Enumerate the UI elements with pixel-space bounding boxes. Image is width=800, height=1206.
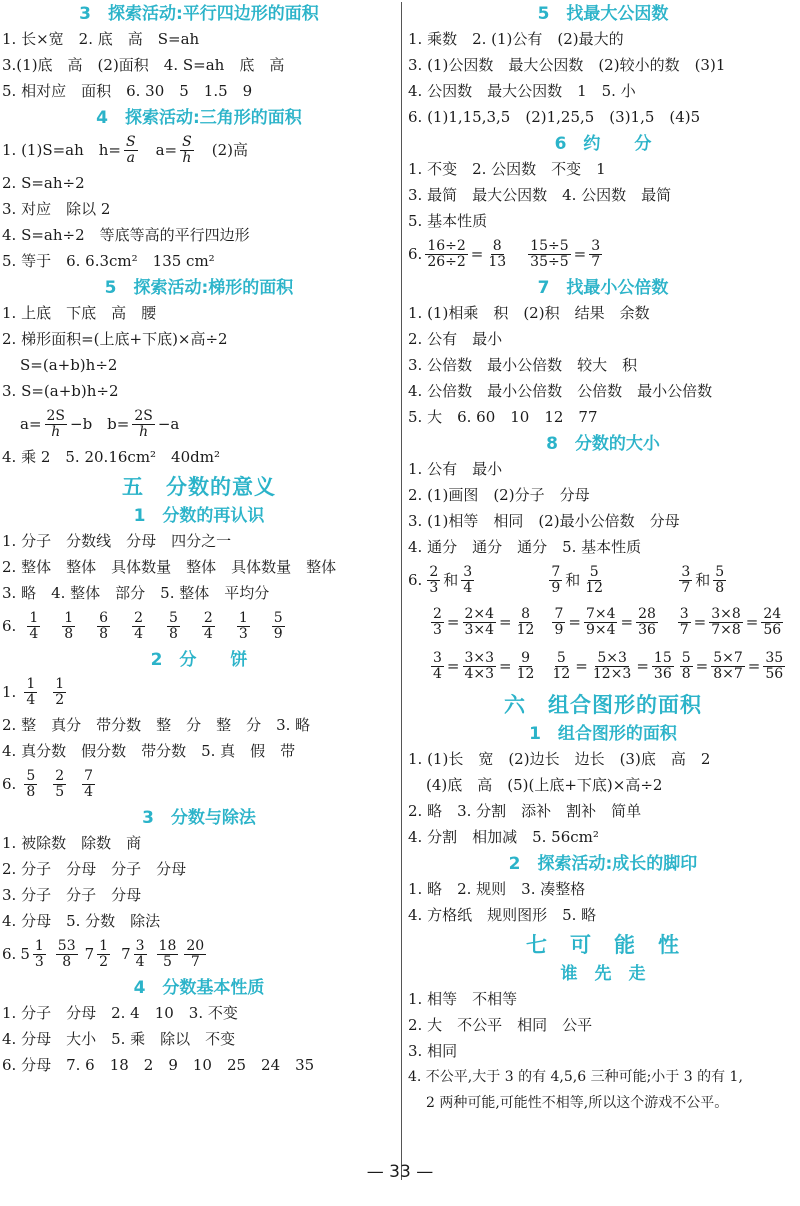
fraction — [761, 607, 783, 638]
numerator: 2 — [433, 605, 442, 622]
denominator: 8 — [26, 783, 36, 800]
numerator: 5 — [26, 767, 36, 784]
answer-line: 4. 通分 通分 通分 5. 基本性质 — [408, 538, 642, 556]
answer-line: 1. 分子 分母 2. 4 10 3. 不变 — [2, 1004, 238, 1022]
answer-line: 1. (1)相乘 积 (2)积 结果 余数 — [408, 304, 650, 322]
equals-sign: = — [573, 245, 587, 263]
fraction-equation — [547, 651, 676, 682]
section-title: 4 分数基本性质 — [133, 978, 265, 998]
fraction — [97, 939, 110, 970]
section-title: 5 探索活动:梯形的面积 — [104, 278, 294, 298]
numerator: 2 — [429, 563, 439, 580]
section-title: 3 分数与除法 — [142, 808, 256, 828]
answer-line: (4)底 高 (5)(上底+下底)×高÷2 — [426, 776, 663, 794]
fraction — [552, 607, 565, 638]
section-title: 2 分 饼 — [150, 650, 248, 670]
denominator: 4 — [433, 665, 442, 682]
numerator: 5 — [715, 563, 725, 580]
fraction — [713, 565, 726, 596]
numerator: 7 — [554, 605, 564, 622]
denominator: 12 — [585, 579, 604, 596]
numerator: 2×4 — [464, 605, 495, 622]
fraction-equation — [428, 651, 547, 682]
section-title: 7 找最小公倍数 — [537, 278, 669, 298]
text: −a — [157, 415, 180, 433]
numerator: 5 — [589, 563, 599, 580]
fraction — [711, 651, 745, 682]
numerator: 15÷5 — [530, 237, 569, 254]
answer-line: 4. 公倍数 最小公倍数 公倍数 最小公倍数 — [408, 382, 713, 400]
denominator: 8 — [62, 953, 72, 970]
section-title: 4 探索活动:三角形的面积 — [96, 108, 302, 128]
answer-line: 1. 长×宽 2. 底 高 S=ah — [2, 30, 200, 48]
left-column — [0, 0, 398, 1078]
answer-line: 3. 相同 — [408, 1042, 458, 1060]
mixed-number — [121, 939, 149, 970]
fraction — [132, 409, 155, 440]
fraction — [431, 607, 444, 638]
answer-line: 2. 公有 最小 — [408, 330, 503, 348]
answer-line: 2 两种可能,可能性不相等,所以这个游戏不公平。 — [426, 1095, 729, 1111]
answer-line: 4. 乘 2 5. 20.16cm² 40dm² — [2, 448, 220, 466]
fraction-pair — [424, 565, 546, 596]
text: 1. (1)S=ah h= — [2, 141, 122, 159]
numerator: 2 — [134, 609, 143, 626]
numerator: 7 — [551, 563, 561, 580]
numerator: 8 — [521, 605, 530, 622]
section-title: 2 探索活动:成长的脚印 — [508, 854, 698, 874]
denominator: 4 — [84, 783, 94, 800]
denominator: 26÷2 — [427, 253, 466, 270]
denominator: 12 — [516, 665, 535, 682]
section-title: 8 分数的大小 — [546, 434, 660, 454]
fraction-pair — [546, 565, 676, 596]
denominator: 9 — [551, 579, 561, 596]
page-number: — 33 — — [366, 1162, 434, 1182]
denominator: 8 — [715, 579, 725, 596]
answer-line: 4. S=ah÷2 等底等高的平行四边形 — [2, 226, 250, 244]
denominator: 7 — [679, 621, 689, 638]
text: a= — [20, 415, 42, 433]
numerator: 5 — [273, 609, 283, 626]
denominator: 12×3 — [592, 665, 632, 682]
fraction — [515, 651, 537, 682]
fraction — [53, 677, 66, 708]
fraction-list — [16, 769, 103, 800]
section-title: 谁 先 走 — [560, 964, 646, 984]
answer-line — [0, 934, 398, 974]
answer-line: 3. (1)相等 相同 (2)最小公倍数 分母 — [408, 512, 680, 530]
mixed-number — [85, 939, 113, 970]
answer-line: 4. 公因数 最大公因数 1 5. 小 — [408, 82, 636, 100]
fraction — [167, 611, 180, 642]
numerator: 2S — [46, 407, 66, 424]
numerator: 6 — [99, 609, 109, 626]
numerator: 2S — [134, 407, 153, 424]
section-title: 5 找最大公因数 — [537, 4, 669, 24]
answer-line: 1. 公有 最小 — [408, 460, 503, 478]
denominator: 35÷5 — [530, 253, 569, 270]
numerator: 5 — [169, 609, 178, 626]
numerator: 16÷2 — [427, 237, 466, 254]
fraction — [237, 611, 250, 642]
fraction-equation — [549, 607, 674, 638]
numerator: 3 — [135, 937, 145, 954]
denominator: 5 — [55, 783, 65, 800]
answer-line: 4. 方格纸 规则图形 5. 略 — [408, 906, 597, 924]
fraction — [549, 565, 562, 596]
equals-sign: = — [499, 613, 512, 631]
equals-sign: = — [695, 657, 709, 675]
right-column — [406, 0, 800, 1116]
numerator: 1 — [29, 609, 39, 626]
numerator: 7 — [84, 767, 94, 784]
answer-line — [406, 234, 800, 274]
denominator: 9 — [554, 621, 564, 638]
fraction — [636, 607, 658, 638]
whole: 7 — [121, 945, 131, 963]
denominator: h — [51, 423, 61, 440]
denominator: 4×3 — [464, 665, 495, 682]
answer-line: 2. 略 3. 分割 添补 割补 简单 — [408, 802, 642, 820]
answer-line: 2. S=ah÷2 — [2, 174, 85, 192]
denominator: 12 — [552, 665, 571, 682]
fraction — [134, 939, 147, 970]
whole: 5 — [20, 945, 30, 963]
fraction — [550, 651, 572, 682]
fraction — [583, 565, 605, 596]
answer-line: 1. 相等 不相等 — [408, 990, 518, 1008]
answer-line: 4. 分母 5. 分数 除法 — [2, 912, 161, 930]
numerator: 2 — [55, 767, 65, 784]
answer-line — [0, 606, 398, 646]
answer-line: 1. (1)长 宽 (2)边长 边长 (3)底 高 2 — [408, 750, 711, 768]
numerator: 1 — [238, 609, 248, 626]
text: 6. — [2, 775, 17, 793]
equals-sign: = — [693, 613, 707, 631]
fraction — [463, 607, 497, 638]
fraction — [56, 939, 78, 970]
unit-title: 七 可 能 性 — [526, 933, 680, 957]
and-label: 和 — [695, 571, 711, 589]
fraction — [584, 607, 618, 638]
denominator: 3 — [34, 953, 44, 970]
numerator: 35 — [765, 649, 784, 666]
text: −b b= — [70, 415, 130, 433]
answer-line: 3. 分子 分子 分母 — [2, 886, 142, 904]
denominator: 12 — [516, 621, 535, 638]
fraction-pair — [676, 565, 800, 596]
fraction — [425, 239, 467, 270]
denominator: 56 — [763, 621, 782, 638]
answer-line: 4. 真分数 假分数 带分数 5. 真 假 带 — [2, 742, 296, 760]
text: (2)高 — [196, 141, 248, 159]
equals-sign: = — [446, 613, 460, 631]
numerator: 1 — [34, 937, 44, 954]
section-title: 1 组合图形的面积 — [529, 724, 677, 744]
numerator: 1 — [99, 937, 109, 954]
numerator: 5 — [556, 649, 566, 666]
numerator: 20 — [186, 937, 205, 954]
answer-line — [0, 764, 398, 804]
section-title: 3 探索活动:平行四边形的面积 — [79, 4, 319, 24]
numerator: 24 — [763, 605, 782, 622]
fraction — [184, 939, 206, 970]
fraction — [24, 677, 37, 708]
text: a= — [140, 141, 178, 159]
fraction — [202, 611, 215, 642]
denominator: 8 — [169, 625, 178, 642]
numerator: 5×7 — [713, 649, 743, 666]
text: 6. — [408, 571, 423, 589]
fraction — [272, 611, 285, 642]
answer-line — [0, 672, 398, 712]
fraction — [27, 611, 40, 642]
numerator: S — [182, 133, 192, 150]
denominator: 36 — [653, 665, 672, 682]
answer-line: 1. 分子 分数线 分母 四分之一 — [2, 532, 232, 550]
denominator: 4 — [135, 953, 145, 970]
numerator: 18 — [158, 937, 177, 954]
answer-line: 2. 梯形面积=(上底+下底)×高÷2 — [2, 330, 228, 348]
denominator: 9×4 — [585, 621, 616, 638]
fraction — [180, 135, 194, 166]
denominator: 4 — [203, 625, 213, 642]
answer-line: 3. 对应 除以 2 — [2, 200, 111, 218]
fraction — [24, 769, 37, 800]
numerator: 5 — [681, 649, 691, 666]
denominator: 2 — [99, 953, 109, 970]
answer-line: 5. 等于 6. 6.3cm² 135 cm² — [2, 252, 215, 270]
comparison-rows — [406, 600, 800, 688]
text: 6. — [2, 945, 17, 963]
fraction — [679, 565, 692, 596]
denominator: 3 — [433, 621, 442, 638]
fraction — [528, 239, 570, 270]
answer-line: 6. 分母 7. 6 18 2 9 10 25 24 35 — [2, 1056, 315, 1074]
answer-line — [406, 644, 800, 688]
fraction — [53, 769, 66, 800]
denominator: a — [126, 149, 135, 166]
numerator: 53 — [57, 937, 76, 954]
answer-line: 1. 略 2. 规则 3. 凑整格 — [408, 880, 586, 898]
fraction-list — [16, 677, 74, 708]
answer-line: 3. (1)公因数 最大公因数 (2)较小的数 (3)1 — [408, 56, 726, 74]
numerator: 1 — [64, 609, 74, 626]
denominator: 5 — [163, 953, 172, 970]
answer-line: 2. 整 真分 带分数 整 分 整 分 3. 略 — [2, 716, 311, 734]
fraction — [678, 607, 691, 638]
answer-line: 1. 乘数 2. (1)公有 (2)最大的 — [408, 30, 624, 48]
fraction — [486, 239, 508, 270]
denominator: 8×7 — [713, 665, 743, 682]
fraction — [709, 607, 743, 638]
answer-line — [406, 600, 800, 644]
denominator: 7 — [190, 953, 200, 970]
fraction — [461, 565, 474, 596]
denominator: 7 — [681, 579, 691, 596]
column-divider — [401, 2, 402, 1180]
fraction — [33, 939, 46, 970]
numerator: 3 — [433, 649, 442, 666]
answer-line: 4. 不公平,大于 3 的有 4,5,6 三种可能;小于 3 的有 1, — [408, 1069, 743, 1085]
numerator: 15 — [653, 649, 672, 666]
numerator: 3 — [679, 605, 689, 622]
denominator: 8 — [681, 665, 691, 682]
numerator: S — [126, 133, 136, 150]
answer-line: 5. 大 6. 60 10 12 77 — [408, 408, 598, 426]
numerator: 1 — [55, 675, 65, 692]
answer-line: 6. (1)1,15,3,5 (2)1,25,5 (3)1,5 (4)5 — [408, 108, 701, 126]
fraction-equation — [675, 607, 800, 638]
equals-sign: = — [575, 657, 588, 675]
text: 6. — [408, 245, 423, 263]
denominator: 36 — [638, 621, 656, 638]
denominator: 4 — [26, 691, 36, 708]
fraction-equation — [677, 651, 800, 682]
equals-sign: = — [745, 613, 759, 631]
numerator: 28 — [638, 605, 656, 622]
numerator: 3×3 — [464, 649, 495, 666]
mixed-number — [20, 939, 48, 970]
unit-title: 五 分数的意义 — [122, 475, 276, 499]
fraction — [97, 611, 110, 642]
denominator: h — [139, 423, 149, 440]
answer-line: 2. 分子 分母 分子 分母 — [2, 860, 187, 878]
fraction — [82, 769, 95, 800]
answer-line — [0, 404, 398, 444]
fraction — [589, 239, 602, 270]
answer-line — [0, 130, 398, 170]
numerator: 7×4 — [585, 605, 616, 622]
denominator: 9 — [273, 625, 283, 642]
fraction — [157, 939, 179, 970]
numerator: 9 — [521, 649, 530, 666]
denominator: 13 — [488, 253, 507, 270]
numerator: 3 — [591, 237, 601, 254]
answer-line: 2. 整体 整体 具体数量 整体 具体数量 整体 — [2, 558, 337, 576]
numerator: 1 — [26, 675, 36, 692]
denominator: 3 — [238, 625, 248, 642]
fraction — [132, 611, 145, 642]
numerator: 3 — [681, 563, 691, 580]
denominator: 4 — [134, 625, 143, 642]
denominator: h — [182, 149, 192, 166]
denominator: 4 — [29, 625, 39, 642]
answer-line: S=(a+b)h÷2 — [20, 356, 118, 374]
fraction — [463, 651, 497, 682]
equals-sign: = — [620, 613, 634, 631]
fraction — [763, 651, 785, 682]
answer-line: 4. 分母 大小 5. 乘 除以 不变 — [2, 1030, 236, 1048]
denominator: 7 — [591, 253, 601, 270]
answer-line: 3. 公倍数 最小公倍数 较大 积 — [408, 356, 638, 374]
fraction — [45, 409, 68, 440]
equals-sign: = — [499, 657, 512, 675]
section-title: 6 约 分 — [554, 134, 652, 154]
equals-sign: = — [446, 657, 460, 675]
answer-line: 1. 不变 2. 公因数 不变 1 — [408, 160, 606, 178]
answer-line: 2. (1)画图 (2)分子 分母 — [408, 486, 590, 504]
numerator: 3 — [463, 563, 473, 580]
answer-line: 2. 大 不公平 相同 公平 — [408, 1016, 593, 1034]
text: 1. — [2, 683, 17, 701]
fraction — [680, 651, 693, 682]
answer-line: 1. 上底 下底 高 腰 — [2, 304, 157, 322]
answer-line: 5. 基本性质 — [408, 212, 488, 230]
answer-line: 3.(1)底 高 (2)面积 4. S=ah 底 高 — [2, 56, 285, 74]
and-label: 和 — [443, 571, 459, 589]
numerator: 3×8 — [711, 605, 741, 622]
numerator: 8 — [492, 237, 502, 254]
numerator: 2 — [203, 609, 213, 626]
denominator: 8 — [64, 625, 74, 642]
answer-line: 4. 分割 相加减 5. 56cm² — [408, 828, 599, 846]
denominator: 3×4 — [464, 621, 495, 638]
answer-line: 3. 略 4. 整体 部分 5. 整体 平均分 — [2, 584, 270, 602]
answer-line: 1. 被除数 除数 商 — [2, 834, 142, 852]
fraction — [591, 651, 633, 682]
unit-title: 六 组合图形的面积 — [504, 693, 702, 717]
answer-line: 5. 相对应 面积 6. 30 5 1.5 9 — [2, 82, 253, 100]
section-title: 1 分数的再认识 — [133, 506, 265, 526]
answer-line: 3. S=(a+b)h÷2 — [2, 382, 119, 400]
equals-sign: = — [747, 657, 761, 675]
equals-sign: = — [470, 245, 484, 263]
denominator: 8 — [99, 625, 109, 642]
numerator: 5×3 — [597, 649, 627, 666]
answer-line — [406, 560, 800, 600]
and-label: 和 — [565, 571, 581, 589]
equals-sign: = — [568, 613, 581, 631]
equals-sign: = — [636, 657, 649, 675]
fraction — [652, 651, 674, 682]
denominator: 56 — [765, 665, 784, 682]
answer-line: 3. 最简 最大公因数 4. 公因数 最简 — [408, 186, 672, 204]
fraction-pair-list — [424, 565, 800, 596]
fraction — [515, 607, 537, 638]
denominator: 7×8 — [711, 621, 741, 638]
denominator: 3 — [429, 579, 439, 596]
denominator: 4 — [463, 579, 473, 596]
fraction — [427, 565, 440, 596]
denominator: 2 — [55, 691, 65, 708]
text: 6. — [2, 617, 17, 635]
fraction — [431, 651, 444, 682]
fraction — [62, 611, 75, 642]
whole: 7 — [84, 945, 95, 963]
fraction-list — [16, 611, 295, 642]
fraction-equation — [428, 607, 549, 638]
fraction — [124, 135, 138, 166]
